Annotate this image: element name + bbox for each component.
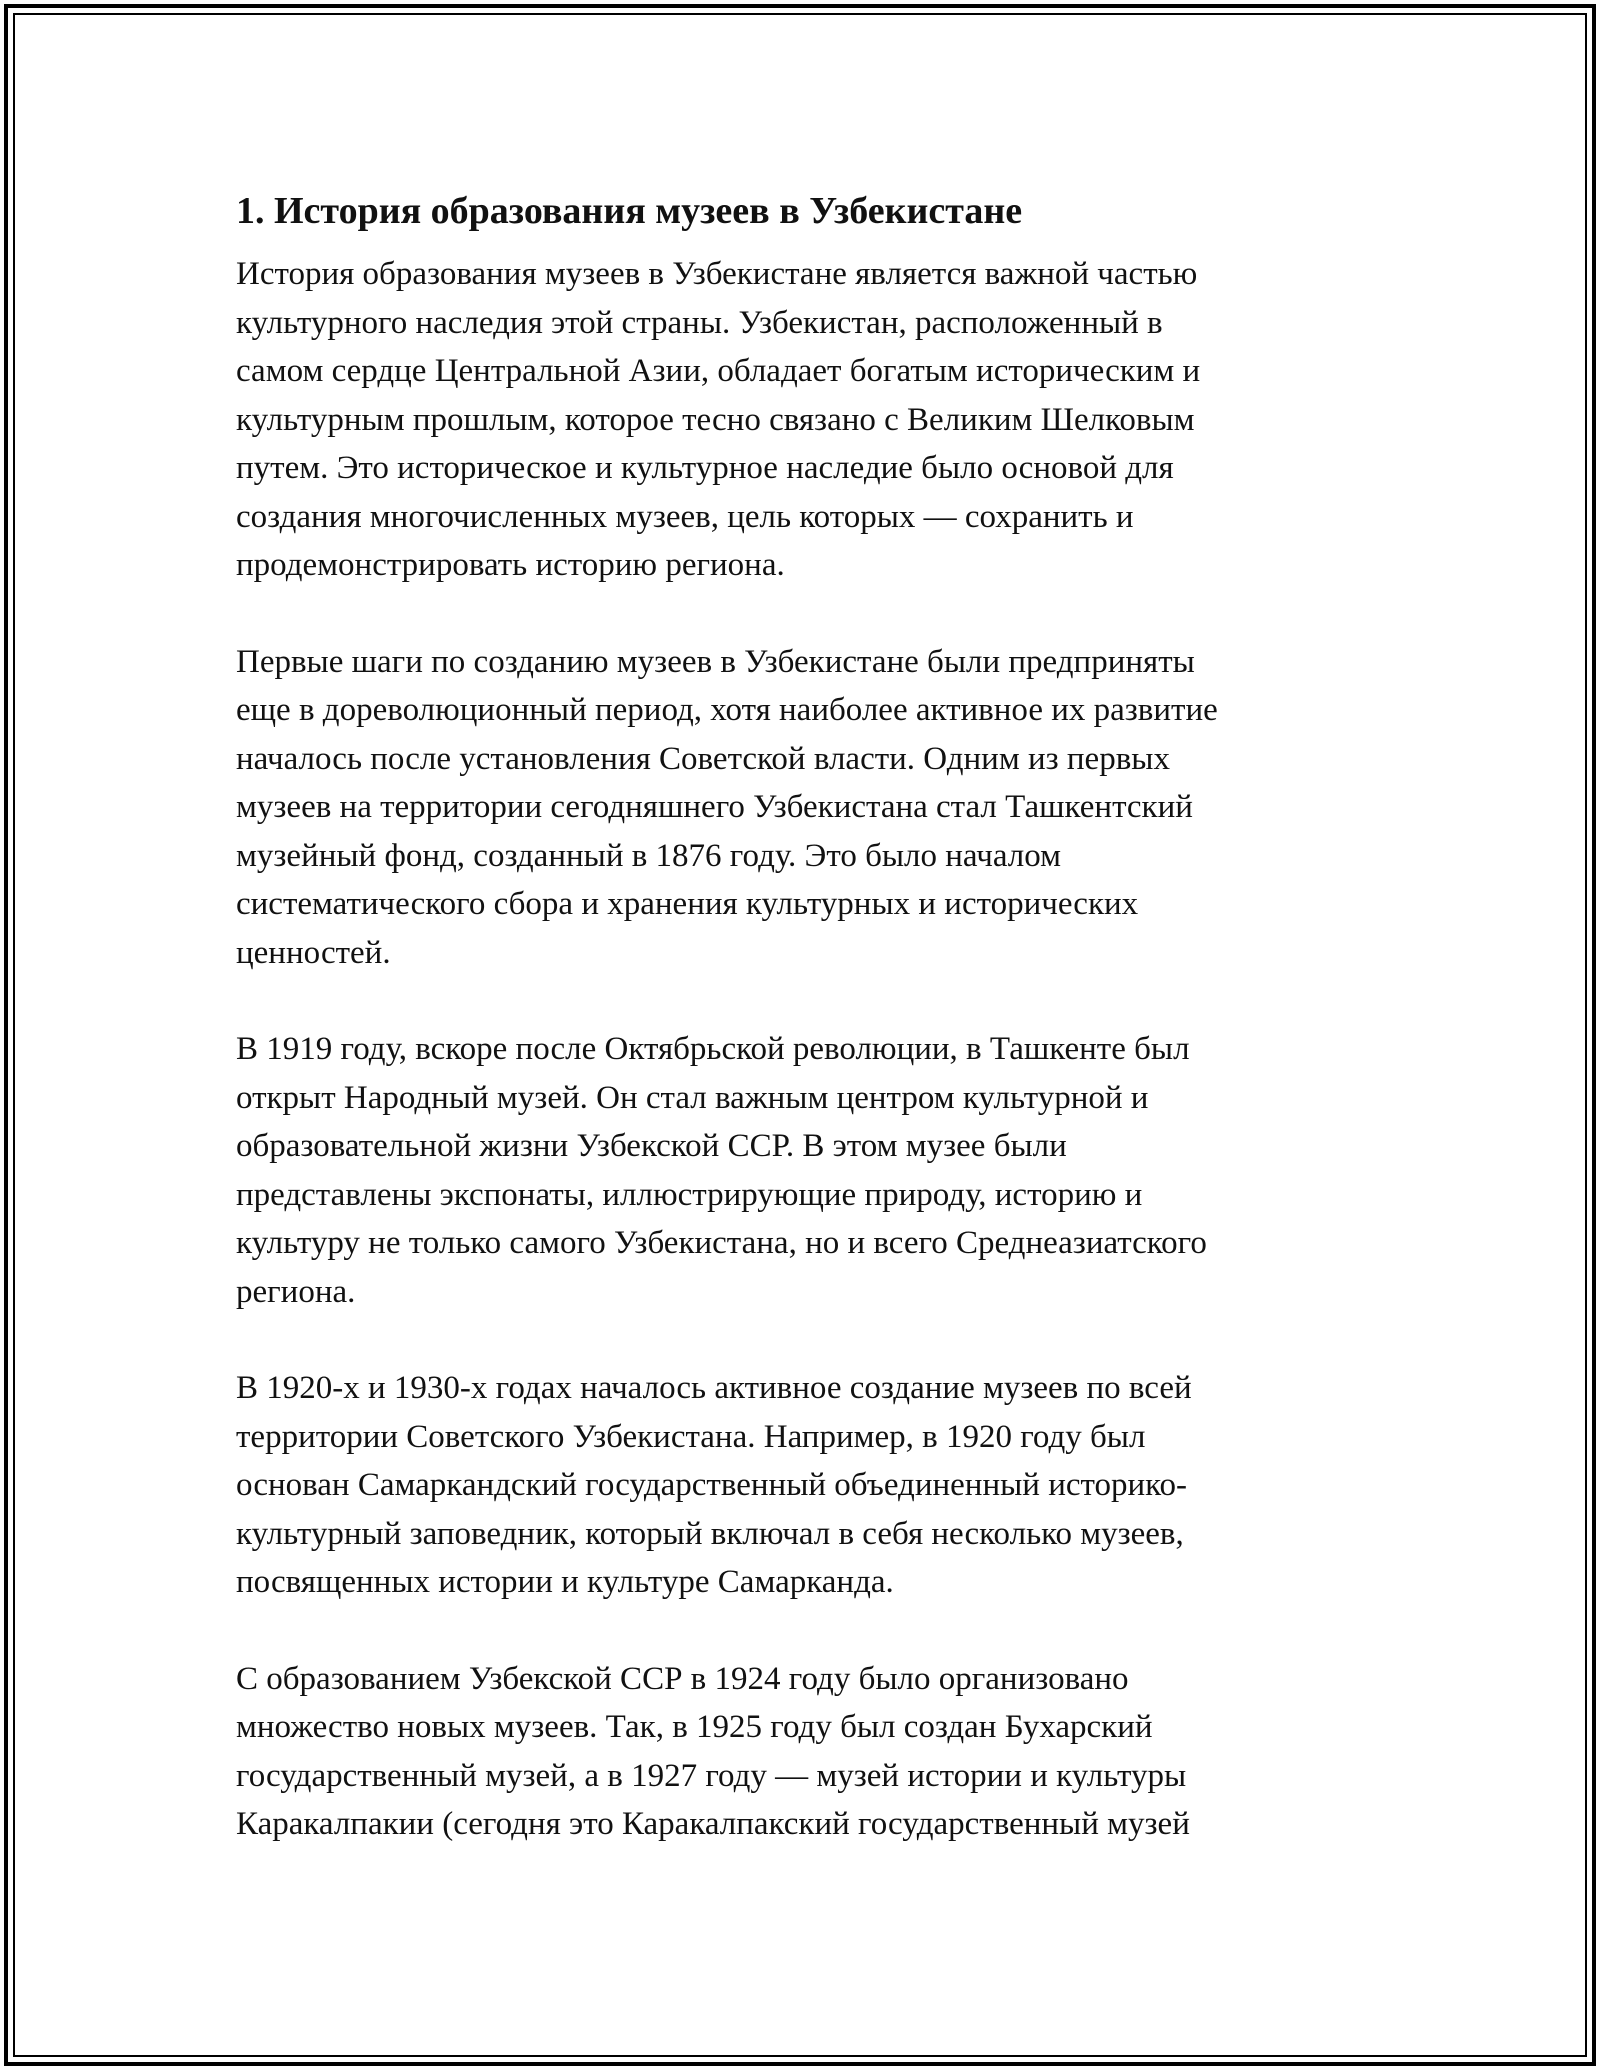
text-line: С образованием Узбекской ССР в 1924 году было организовано <box>236 1660 1129 1697</box>
paragraph-2 <box>236 638 1366 978</box>
text-line: культуру не только самого Узбекистана, но и всего Среднеазиатского <box>236 1225 1207 1261</box>
section-heading: 1. История образования музеев в Узбекистане <box>236 190 1023 232</box>
text-line: еще в дореволюционный период, хотя наиболее активное их развитие <box>236 692 1218 728</box>
text-line: систематического сбора и хранения культурных и исторических <box>236 886 1139 922</box>
text-line: История образования музеев в Узбекистане является важной частью <box>236 256 1198 292</box>
text-line: культурным прошлым, которое тесно связано с Великим Шелковым <box>236 401 1195 438</box>
text-line: В 1919 году, вскоре после Октябрьской революции, в Ташкенте был <box>236 1031 1190 1067</box>
text-line: началось после установления Советской власти. Одним из первых <box>236 740 1170 777</box>
text-line: Каракалпакии (сегодня это Каракалпакский государственный музей <box>236 1806 1190 1842</box>
paragraph-4 <box>236 1364 1366 1607</box>
text-line: культурного наследия этой страны. Узбекистан, расположенный в <box>236 304 1163 341</box>
document-body <box>236 186 1366 1897</box>
text-line: государственный музей, а в 1927 году — музей истории и культуры <box>236 1757 1187 1794</box>
text-line: Первые шаги по созданию музеев в Узбекистане были предприняты <box>236 643 1195 680</box>
text-line: В 1920-х и 1930-х годах началось активное создание музеев по всей <box>236 1370 1192 1406</box>
text-line: самом сердце Центральной Азии, обладает богатым историческим и <box>236 353 1201 389</box>
text-line: продемонстрировать историю региона. <box>236 547 785 583</box>
text-line: музейный фонд, созданный в 1876 году. Это было началом <box>236 837 1061 874</box>
text-line: путем. Это историческое и культурное наследие было основой для <box>236 450 1174 486</box>
paragraph-5 <box>236 1655 1366 1849</box>
text-line: музеев на территории сегодняшнего Узбекистана стал Ташкентский <box>236 789 1193 825</box>
paragraph-3 <box>236 1025 1366 1316</box>
text-line: открыт Народный музей. Он стал важным центром культурной и <box>236 1079 1149 1116</box>
text-line: ценностей. <box>236 934 391 971</box>
text-line: образовательной жизни Узбекской ССР. В этом музее были <box>236 1128 1067 1164</box>
text-line: основан Самаркандский государственный объединенный историко- <box>236 1467 1187 1503</box>
text-line: культурный заповедник, который включал в себя несколько музеев, <box>236 1515 1184 1552</box>
text-line: региона. <box>236 1273 356 1310</box>
text-line: территории Советского Узбекистана. Например, в 1920 году был <box>236 1418 1146 1455</box>
text-line: посвященных истории и культуре Самарканда. <box>236 1564 894 1600</box>
paragraph-1 <box>236 250 1366 590</box>
text-line: создания многочисленных музеев, цель которых — сохранить и <box>236 498 1134 535</box>
text-line: представлены экспонаты, иллюстрирующие природу, историю и <box>236 1176 1143 1213</box>
text-line: множество новых музеев. Так, в 1925 году был создан Бухарский <box>236 1709 1153 1745</box>
